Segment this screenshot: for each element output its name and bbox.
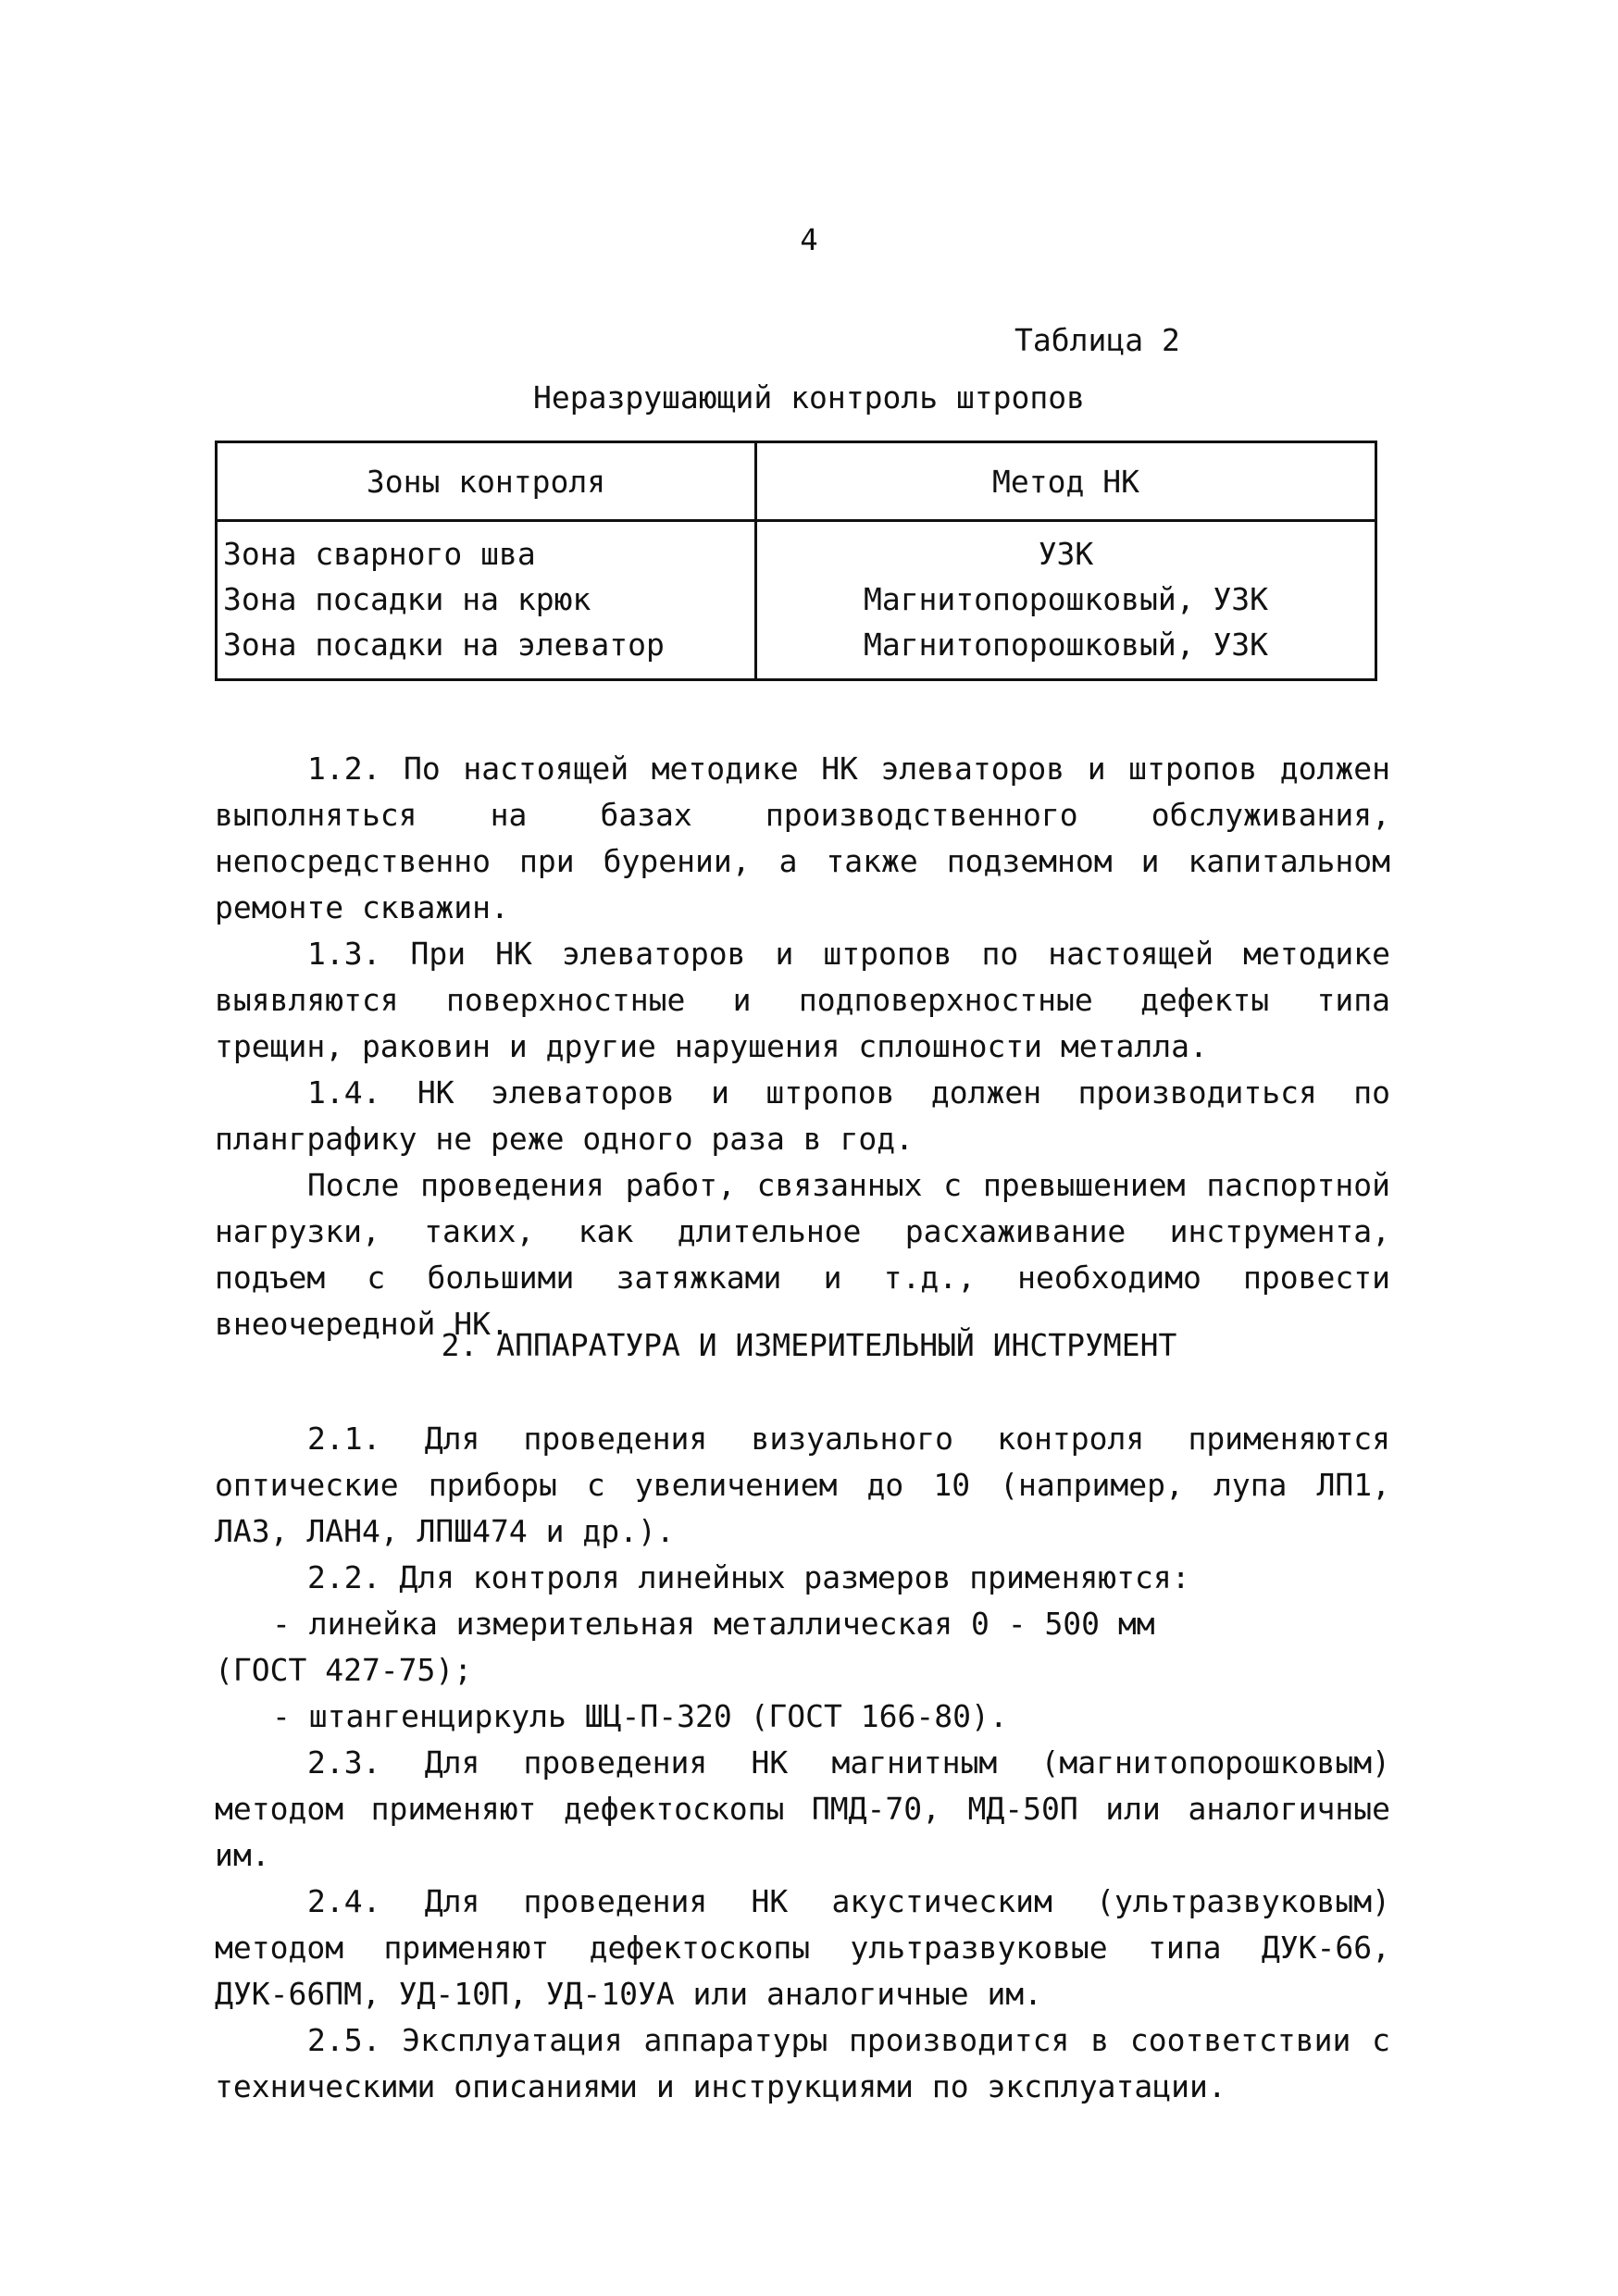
paragraph-2-4: 2.4. Для проведения НК акустическим (ультразвуковым) методом применяют дефектоскопы ультразвуковые типа ДУК-66, ДУК-66ПМ, УД-10П, УД-10УА или аналогичные им.: [215, 1883, 1390, 2012]
paragraph-1-4: 1.4. НК элеваторов и штропов должен производиться по планграфику не реже одного раза в год.: [215, 1074, 1390, 1157]
method-item: Магнитопорошковый, УЗК: [863, 581, 1269, 617]
table-label: Таблица 2: [1014, 322, 1180, 358]
zone-item: Зона посадки на крюк: [223, 581, 591, 617]
nk-control-table: [215, 441, 1377, 681]
header-control-zones: Зоны контроля: [217, 442, 756, 521]
page-number: 4: [800, 222, 818, 257]
paragraph-2-1: 2.1. Для проведения визуального контроля применяются оптические приборы с увеличением до 10 (например, лупа ЛП1, ЛАЗ, ЛАН4, ЛПШ474 и др.).: [215, 1421, 1390, 1549]
paragraph-2-3: 2.3. Для проведения НК магнитным (магнитопорошковым) методом применяют дефектоскопы ПМД-70, МД-50П или аналогичные им.: [215, 1744, 1390, 1873]
section-2-heading: 2. АППАРАТУРА И ИЗМЕРИТЕЛЬНЫЙ ИНСТРУМЕНТ: [441, 1327, 1177, 1363]
paragraph-1-2: 1.2. По настоящей методике НК элеваторов и штропов должен выполняться на базах производственного обслуживания, непосредственно при бурении, а также подземном и капитальном ремонте скважин.: [215, 751, 1390, 925]
header-nk-method: Метод НК: [756, 442, 1376, 521]
method-item: УЗК: [1038, 536, 1094, 572]
paragraph-2-2: 2.2. Для контроля линейных размеров применяются:: [307, 1559, 1190, 1595]
method-item: Магнитопорошковый, УЗК: [863, 627, 1269, 663]
section-1-body: [215, 746, 1390, 1347]
zones-cell: [217, 521, 756, 680]
table-title: Неразрушающий контроль штропов: [532, 379, 1086, 416]
paragraph-1-3: 1.3. При НК элеваторов и штропов по настоящей методике выявляются поверхностные и подповерхностные дефекты типа трещин, раковин и другие нарушения сплошности металла.: [215, 936, 1390, 1064]
section-2-body: [215, 1416, 1390, 2110]
list-item-ruler: - линейка измерительная металлическая 0 - 500 мм: [272, 1606, 1155, 1642]
paragraph-1-4-continued: После проведения работ, связанных с превышением паспортной нагрузки, таких, как длительное расхаживание инструмента, подъем с большими затяжками и т.д., необходимо провести внеочередной НК.: [215, 1167, 1390, 1342]
zone-item: Зона сварного шва: [223, 536, 536, 572]
paragraph-2-5: 2.5. Эксплуатация аппаратуры производится в соответствии с техническими описаниями и инструкциями по эксплуатации.: [215, 2022, 1390, 2104]
table-header-row: [217, 442, 1376, 521]
methods-cell: [756, 521, 1376, 680]
list-item-caliper: - штангенциркуль ШЦ-П-320 (ГОСТ 166-80).: [272, 1698, 1008, 1734]
list-item-ruler-standard: (ГОСТ 427-75);: [215, 1652, 473, 1688]
table-body-row: [217, 521, 1376, 680]
zone-item: Зона посадки на элеватор: [223, 627, 665, 663]
